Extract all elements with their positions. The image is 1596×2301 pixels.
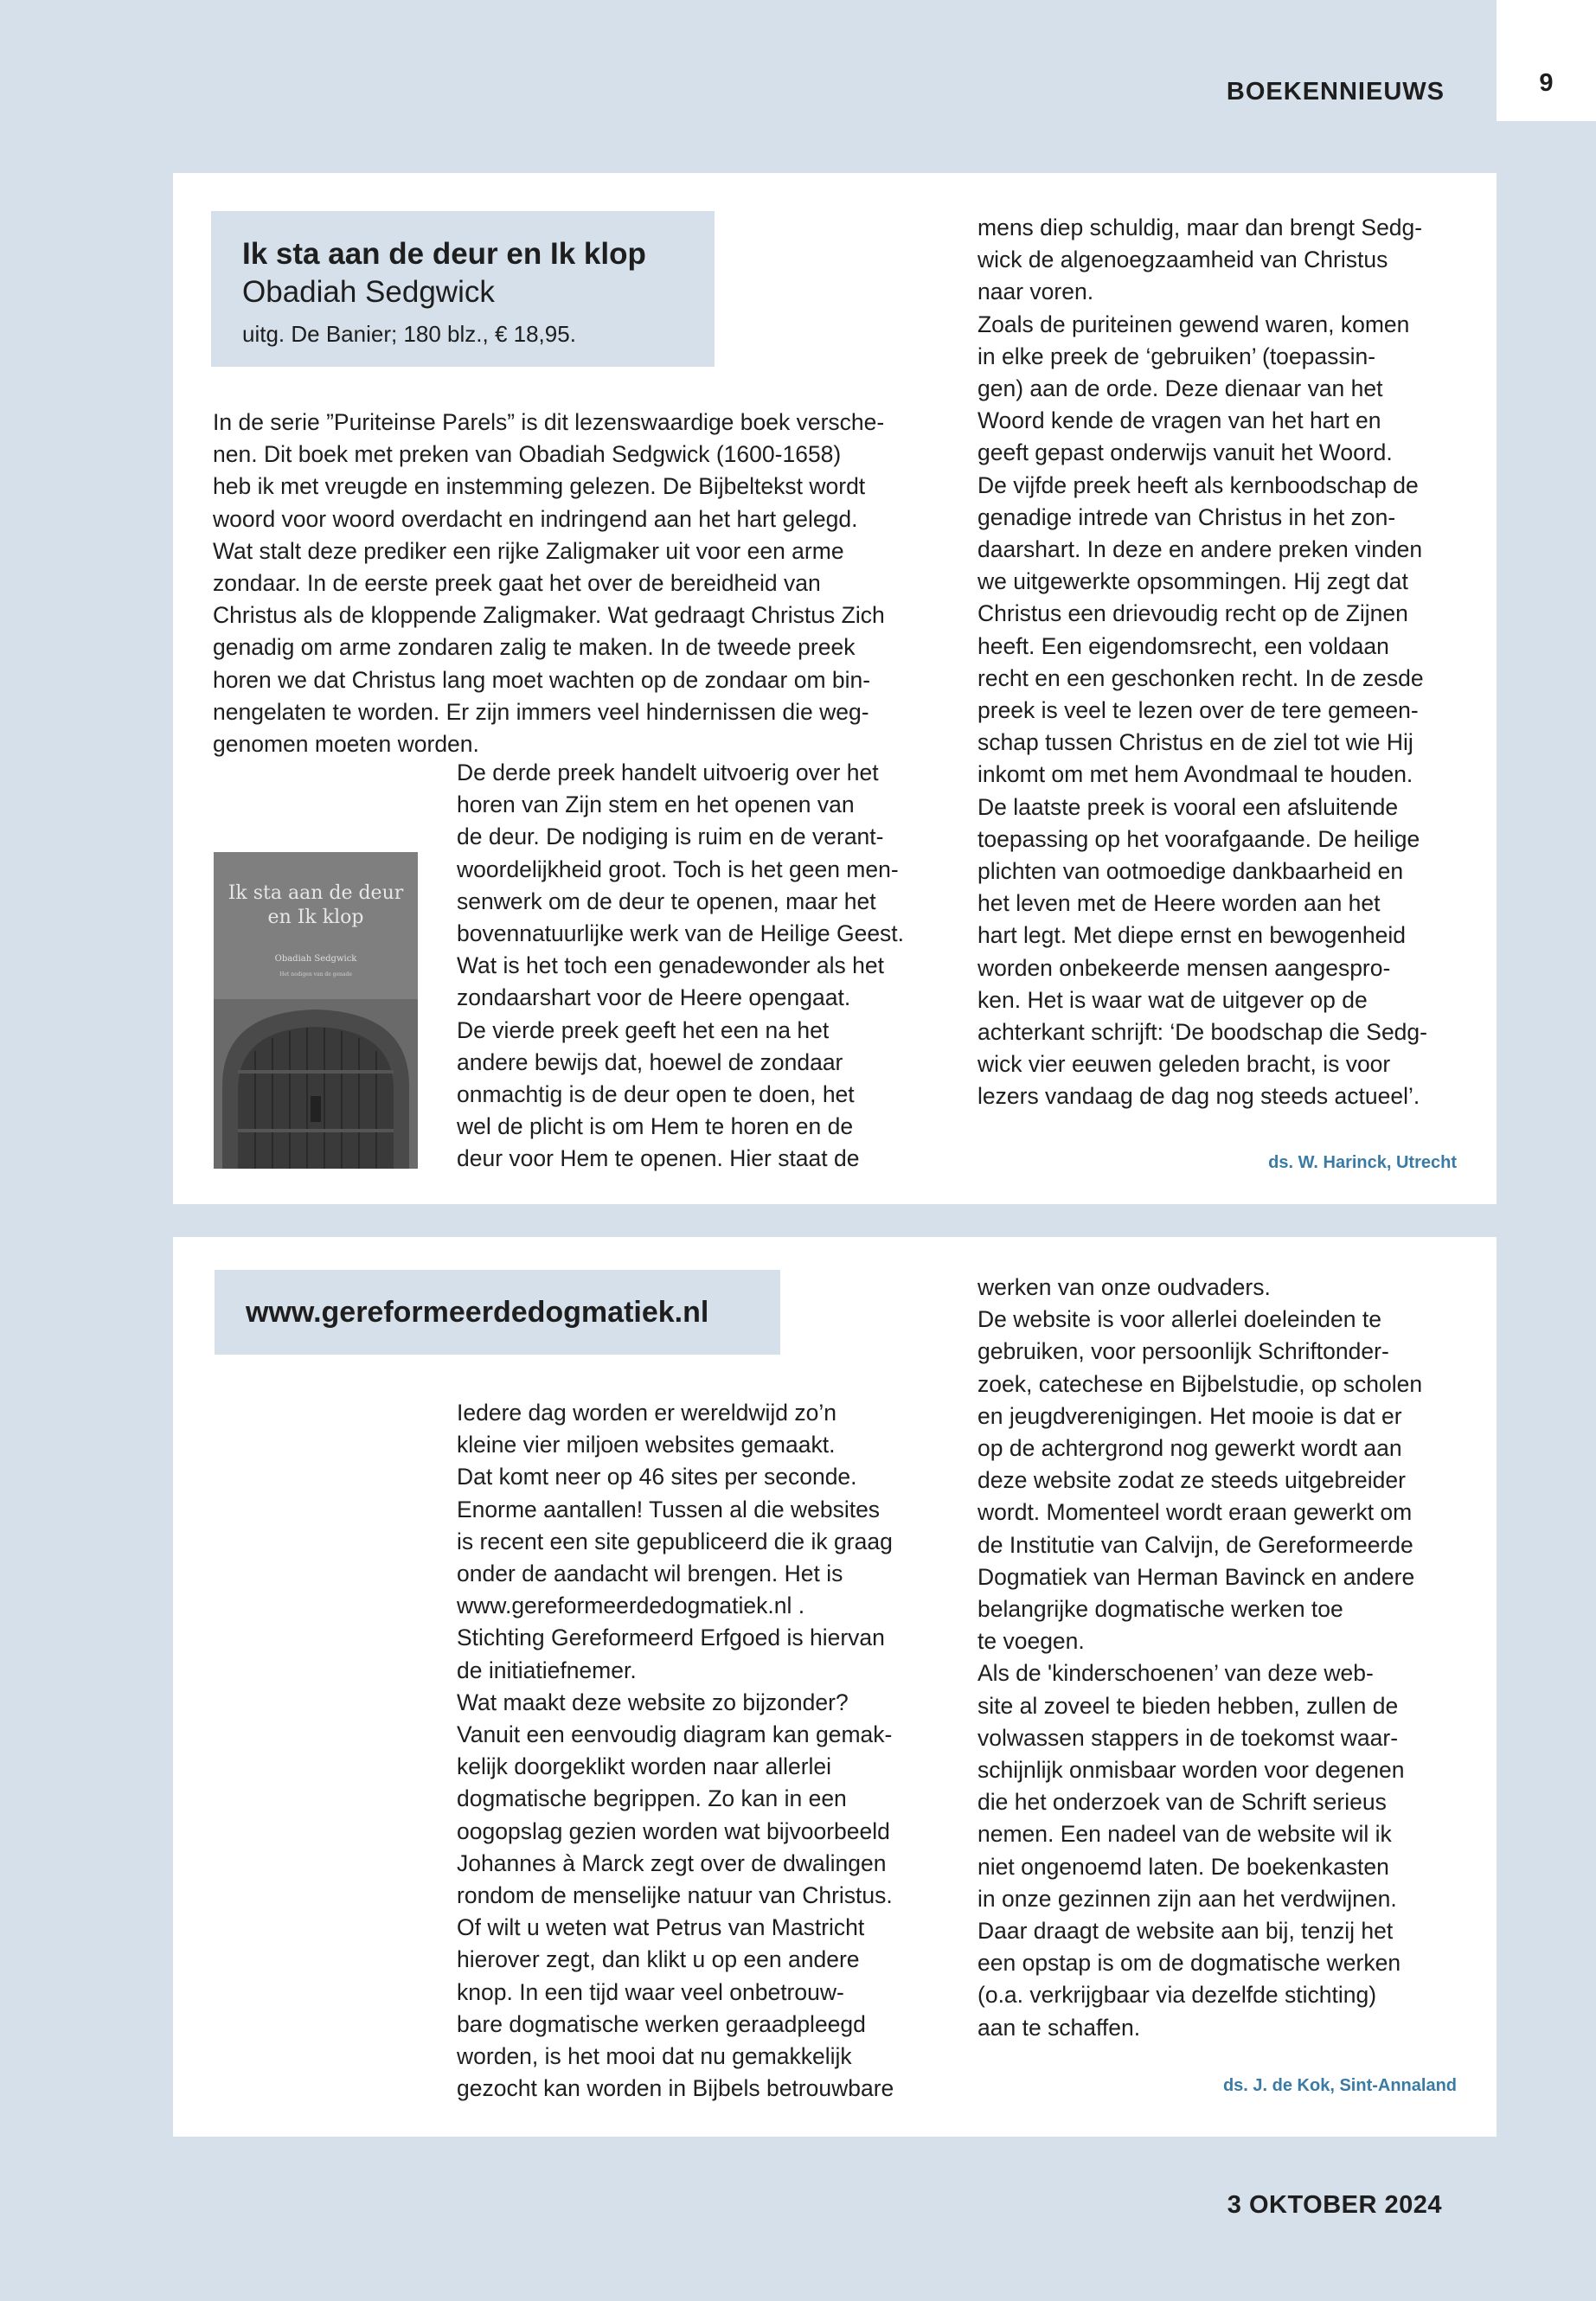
book-review-card [173, 173, 1497, 1204]
book-title-box [211, 211, 715, 367]
issue-date: 3 OKTOBER 2024 [1227, 2191, 1442, 2219]
book-cover-image [214, 852, 418, 1169]
website-title-box [215, 1270, 780, 1355]
website-review-signature: ds. J. de Kok, Sint-Annaland [1222, 2076, 1457, 2095]
cover-title: Ik sta aan de deur en Ik klop [228, 882, 404, 928]
door-illustration [214, 852, 418, 1169]
page-number: 9 [1539, 69, 1554, 97]
review-right-column: mens diep schuldig, maar dan brengt Sedg- wick de algenoegzaamheid van Christus naar voren. Zoals de puriteinen gewend waren, komen in elke preek de ‘gebruiken’ (toepassin- gen) aan de orde. Deze dienaar van het Woord kende de vragen van het hart en geeft gepast onderwijs vanuit het Woord. De vijfde preek heeft als kernboodschap de genadige intrede van Christus in het zon- daarshart. In deze en andere preken vinden we uitgewerkte opsommingen. Hij zegt dat Christus een drievoudig recht op de Zijnen heeft. Een eigendomsrecht, een voldaan recht en een geschonken recht. In de zesde preek is veel te lezen over de tere gemeen- schap tussen Christus en de ziel tot wie Hij inkomt om met hem Avondmaal te houden. De laatste preek is vooral een afsluitende toepassing op het voorafgaande. De heilige plichten van ootmoedige dankbaarheid en het leven met de Heere worden aan het hart legt. Met diepe ernst en bewogenheid worden onbekeerde mensen aangespro- ken. Het is waar wat de uitgever op de achterkant schrijft: ‘De boodschap die Sedg- wick vier eeuwen geleden bracht, is voor lezers vandaag de dag nog steeds actueel’. [977, 215, 1427, 1110]
cover-subtitle: Het nodigen van de genade [279, 971, 352, 977]
website-review-middle-column: Iedere dag worden er wereldwijd zo’n kleine vier miljoen websites gemaakt. Dat komt neer op 46 sites per seconde. Enorme aantallen! Tussen al die websites is recent een site gepubliceerd die ik graag onder de aandacht wil brengen. Het is www.gereformeerdedogmatiek.nl . Stichting Gereformeerd Erfgoed is hiervan de initiatiefnemer. Wat maakt deze website zo bijzonder? Vanuit een eenvoudig diagram kan gemak- kelijk doorgeklikt worden naar allerlei dogmatische begrippen. Zo kan in een oogopslag gezien worden wat bijvoorbeeld Johannes à Marck zegt over de dwalingen rondom de menselijke natuur van Christus. Of wilt u weten wat Petrus van Mastricht hierover zegt, dan klikt u op een andere knop. In een tijd waar veel onbetrouw- bare dogmatische werken geraadpleegd worden, is het mooi dat nu gemakkelijk gezocht kan worden in Bijbels betrouwbare [457, 1400, 894, 2102]
page-number-box [1497, 0, 1596, 121]
review-intro-text: In de serie ”Puriteinse Parels” is dit lezenswaardige boek versche- nen. Dit boek met preken van Obadiah Sedgwick (1600-1658) heb ik met vreugde en instemming gelezen. De Bijbeltekst wordt woord voor woord overdacht en indringend aan het hart gelegd. Wat stalt deze prediker een rijke Zaligmaker uit voor een arme zondaar. In de eerste preek gaat het over de bereidheid van Christus als de kloppende Zaligmaker. Wat gedraagt Christus Zich genadig om arme zondaren zalig te maken. In de tweede preek horen we dat Christus lang moet wachten op de zondaar om bin- nengelaten te worden. Er zijn immers veel hindernissen die weg- genomen moeten worden. [213, 409, 885, 758]
cover-author: Obadiah Sedgwick [274, 954, 357, 964]
section-label: BOEKENNIEUWS [1226, 78, 1445, 106]
book-title: Ik sta aan de deur en Ik klop [242, 237, 646, 271]
book-publisher-info: uitg. De Banier; 180 blz., € 18,95. [242, 321, 576, 347]
website-title: www.gereformeerdedogmatiek.nl [246, 1296, 709, 1329]
review-signature: ds. W. Harinck, Utrecht [1268, 1153, 1457, 1172]
website-review-right-column: werken van onze oudvaders. De website is voor allerlei doeleinden te gebruiken, voor persoonlijk Schriftonder- zoek, catechese en Bijbelstudie, op scholen en jeugdverenigingen. Het mooie is dat er op de achtergrond nog gewerkt wordt aan deze website zodat ze steeds uitgebreider wordt. Momenteel wordt eraan gewerkt om de Institutie van Calvijn, de Gereformeerde Dogmatiek van Herman Bavinck en andere belangrijke dogmatische werken toe te voegen. Als de 'kinderschoenen’ van deze web- site al zoveel te bieden hebben, zullen de volwassen stappers in de toekomst waar- schijnlijk onmisbaar worden voor degenen die het onderzoek van de Schrift serieus nemen. Een nadeel van de website wil ik niet ongenoemd laten. De boekenkasten in onze gezinnen zijn aan het verdwijnen. Daar draagt de website aan bij, tenzij het een opstap is om de dogmatische werken (o.a. verkrijgbaar via dezelfde stichting) aan te schaffen. [977, 1274, 1423, 2041]
review-middle-column: De derde preek handelt uitvoerig over het horen van Zijn stem en het openen van de deur. De nodiging is ruim en de verant- woordelijkheid groot. Toch is het geen men- senwerk om de deur te openen, maar het bovennatuurlijke werk van de Heilige Geest. Wat is het toch een genadewonder als het zondaarshart voor de Heere opengaat. De vierde preek geeft het een na het andere bewijs dat, hoewel de zondaar onmachtig is de deur open te doen, het wel de plicht is om Hem te horen en de deur voor Hem te openen. Hier staat de [457, 760, 905, 1172]
book-author: Obadiah Sedgwick [242, 275, 495, 309]
website-review-card [173, 1237, 1497, 2137]
